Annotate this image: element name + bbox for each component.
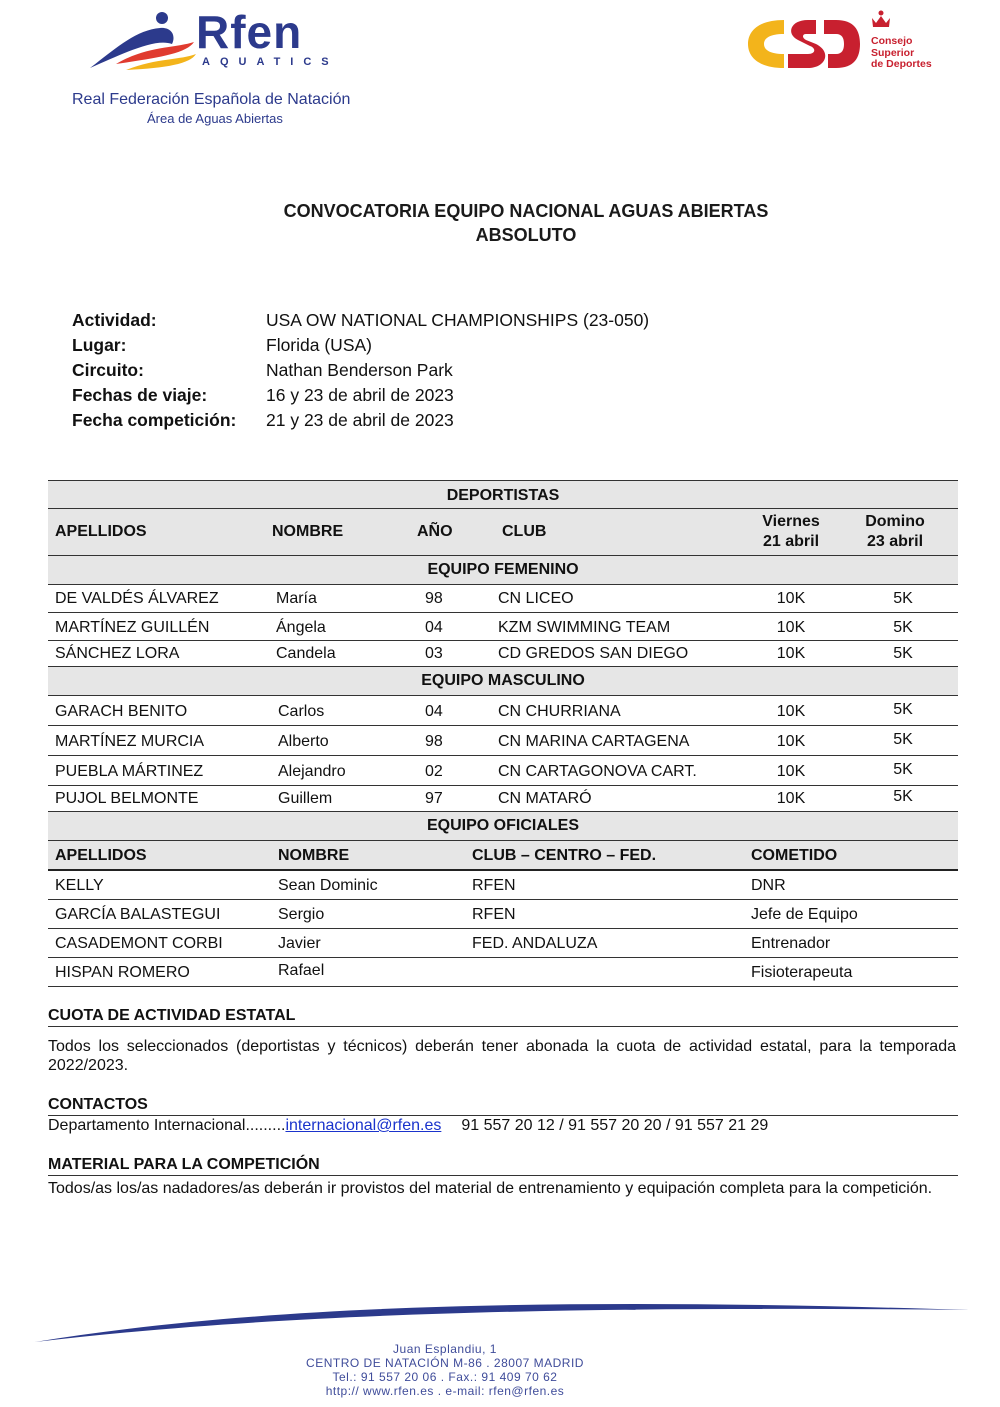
- cell-club: CN CARTAGONOVA CART.: [498, 763, 697, 780]
- cell-viernes: 10K: [776, 733, 806, 750]
- cell-cometido: Entrenador: [751, 935, 831, 952]
- footer-line-3: Tel.: 91 557 20 06 . Fax.: 91 409 70 62: [332, 1370, 558, 1384]
- table-row: [48, 613, 958, 641]
- cell-nombre: Candela: [276, 645, 336, 662]
- athletes-table: [48, 480, 958, 987]
- oficiales-header-nombre: NOMBRE: [278, 847, 350, 864]
- section-femenino: [48, 556, 958, 585]
- table-row: [48, 958, 958, 987]
- footer-line-2: CENTRO DE NATACIÓN M-86 . 28007 MADRID: [306, 1356, 584, 1370]
- contactos-heading: CONTACTOS: [48, 1096, 958, 1116]
- header-viernes-date: 21 abril: [762, 533, 820, 550]
- csd-text: Consejo Superior de Deportes: [871, 35, 932, 70]
- cell-club: RFEN: [472, 906, 516, 923]
- info-label-fechas-viaje: Fechas de viaje:: [72, 385, 208, 405]
- table-row: [48, 641, 958, 667]
- info-label-actividad: Actividad:: [72, 310, 157, 330]
- cell-ano: 02: [425, 763, 443, 780]
- table-row: [48, 585, 958, 613]
- cell-nombre: María: [276, 590, 317, 607]
- info-label-fecha-competicion: Fecha competición:: [72, 410, 237, 430]
- table-row: [48, 929, 958, 958]
- table-title: DEPORTISTAS: [446, 487, 560, 504]
- header-ano: AÑO: [417, 523, 453, 540]
- cell-apellidos: GARCÍA BALASTEGUI: [55, 906, 221, 923]
- section-masculino: [48, 667, 958, 696]
- oficiales-header-apellidos: APELLIDOS: [55, 847, 147, 864]
- contactos-line: [48, 1117, 768, 1135]
- federation-area: Área de Aguas Abiertas: [147, 111, 283, 126]
- cell-viernes: 10K: [776, 590, 806, 607]
- cell-viernes: 10K: [776, 703, 806, 720]
- section-masculino-title: EQUIPO MASCULINO: [421, 672, 585, 689]
- info-value-lugar: Florida (USA): [266, 335, 372, 355]
- table-title-row: [48, 480, 958, 509]
- rfen-wordmark: Rfen: [196, 6, 303, 58]
- cell-apellidos: PUJOL BELMONTE: [55, 790, 199, 807]
- table-row: [48, 756, 958, 786]
- cuota-heading: CUOTA DE ACTIVIDAD ESTATAL: [48, 1007, 958, 1027]
- cell-apellidos: DE VALDÉS ÁLVAREZ: [55, 590, 219, 607]
- header-nombre: NOMBRE: [272, 523, 344, 540]
- material-heading: MATERIAL PARA LA COMPETICIÓN: [48, 1156, 958, 1176]
- cell-ano: 03: [425, 645, 443, 662]
- cell-club: CN LICEO: [498, 590, 574, 607]
- section-femenino-title: EQUIPO FEMENINO: [427, 561, 579, 578]
- section-oficiales: [48, 812, 958, 841]
- rfen-aquatics-text: AQUATICS: [202, 56, 339, 68]
- cell-ano: 98: [425, 733, 443, 750]
- federation-name: Real Federación Española de Natación: [72, 91, 351, 108]
- header-club: CLUB: [502, 523, 547, 540]
- cell-ano: 04: [425, 619, 443, 636]
- footer-address: [140, 1342, 750, 1398]
- header-apellidos: APELLIDOS: [55, 523, 147, 540]
- crown-icon: [870, 10, 892, 30]
- oficiales-header-cometido: COMETIDO: [751, 847, 838, 864]
- cell-nombre: Alberto: [278, 733, 329, 750]
- cell-apellidos: MARTÍNEZ GUILLÉN: [55, 619, 210, 636]
- cell-domingo: 5K: [893, 788, 913, 805]
- cell-domingo: 5K: [893, 761, 913, 778]
- table-row: [48, 726, 958, 756]
- header-viernes: Viernes: [762, 513, 820, 530]
- cell-domingo: 5K: [893, 619, 913, 636]
- oficiales-header-club: CLUB – CENTRO – FED.: [472, 847, 657, 864]
- table-row: [48, 786, 958, 812]
- footer-line-4: http:// www.rfen.es . e-mail: rfen@rfen.es: [325, 1384, 565, 1398]
- table-row: [48, 900, 958, 929]
- cell-viernes: 10K: [776, 763, 806, 780]
- header-domingo-date: 23 abril: [866, 533, 924, 550]
- cell-apellidos: CASADEMONT CORBI: [55, 935, 223, 952]
- cell-domingo: 5K: [893, 645, 913, 662]
- cell-club: CN MARINA CARTAGENA: [498, 733, 690, 750]
- table-row: [48, 871, 958, 900]
- cell-nombre: Javier: [278, 935, 321, 952]
- cell-ano: 98: [425, 590, 443, 607]
- cell-apellidos: HISPAN ROMERO: [55, 964, 190, 981]
- info-value-circuito: Nathan Benderson Park: [266, 360, 453, 380]
- cell-club: RFEN: [472, 877, 516, 894]
- cell-club: CN CHURRIANA: [498, 703, 621, 720]
- contactos-email-link[interactable]: internacional@rfen.es: [285, 1117, 442, 1134]
- cell-nombre: Rafael: [278, 962, 325, 979]
- info-value-fecha-competicion: 21 y 23 de abril de 2023: [266, 410, 454, 430]
- footer-line-1: Juan Esplandiu, 1: [393, 1342, 497, 1356]
- cell-cometido: Fisioterapeuta: [751, 964, 853, 981]
- table-header-row: [48, 509, 958, 556]
- cell-apellidos: SÁNCHEZ LORA: [55, 645, 180, 662]
- page-subtitle: ABSOLUTO: [475, 225, 577, 245]
- cell-apellidos: MARTÍNEZ MURCIA: [55, 733, 205, 750]
- cell-club: CN MATARÓ: [498, 790, 592, 807]
- contactos-dept: Departamento Internacional.........: [48, 1117, 286, 1134]
- cell-nombre: Guillem: [278, 790, 333, 807]
- csd-logo: [744, 14, 864, 74]
- header-domingo: Domino: [865, 513, 925, 530]
- cell-nombre: Ángela: [276, 619, 326, 636]
- cell-club: CD GREDOS SAN DIEGO: [498, 645, 689, 662]
- cell-cometido: Jefe de Equipo: [751, 906, 858, 923]
- cell-club: KZM SWIMMING TEAM: [498, 619, 671, 636]
- cell-apellidos: PUEBLA MÁRTINEZ: [55, 763, 204, 780]
- info-label-lugar: Lugar:: [72, 335, 127, 355]
- cell-nombre: Carlos: [278, 703, 325, 720]
- cell-ano: 04: [425, 703, 443, 720]
- cell-viernes: 10K: [776, 790, 806, 807]
- page-title: CONVOCATORIA EQUIPO NACIONAL AGUAS ABIERTAS: [283, 201, 769, 221]
- cell-domingo: 5K: [893, 701, 913, 718]
- cell-domingo: 5K: [893, 590, 913, 607]
- info-value-actividad: USA OW NATIONAL CHAMPIONSHIPS (23-050): [266, 310, 650, 330]
- info-value-fechas-viaje: 16 y 23 de abril de 2023: [266, 385, 454, 405]
- contactos-phones: 91 557 20 12 / 91 557 20 20 / 91 557 21 29: [461, 1117, 769, 1134]
- cell-cometido: DNR: [751, 877, 786, 894]
- cell-nombre: Sergio: [278, 906, 325, 923]
- cuota-text: Todos los seleccionados (deportistas y técnicos) deberán tener abonada la cuota de actividad estatal, para la temporada 2022/2023.: [48, 1038, 956, 1074]
- cell-apellidos: GARACH BENITO: [55, 703, 188, 720]
- cell-club: FED. ANDALUZA: [472, 935, 598, 952]
- material-text: Todos/as los/as nadadores/as deberán ir provistos del material de entrenamiento y equipación completa para la competición.: [48, 1180, 933, 1197]
- section-oficiales-title: EQUIPO OFICIALES: [426, 817, 579, 834]
- cell-ano: 97: [425, 790, 443, 807]
- cell-viernes: 10K: [776, 619, 806, 636]
- cell-nombre: Sean Dominic: [278, 877, 378, 894]
- cell-domingo: 5K: [893, 731, 913, 748]
- cell-nombre: Alejandro: [278, 763, 346, 780]
- oficiales-header-row: [48, 841, 958, 871]
- cell-viernes: 10K: [776, 645, 806, 662]
- cell-apellidos: KELLY: [55, 877, 104, 894]
- table-row: [48, 696, 958, 726]
- info-label-circuito: Circuito:: [72, 360, 144, 380]
